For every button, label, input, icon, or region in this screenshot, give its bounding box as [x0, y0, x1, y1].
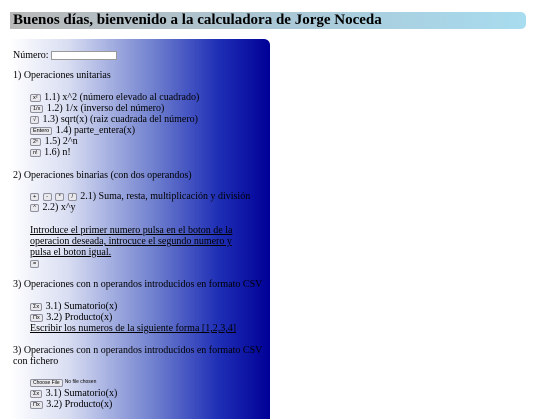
- csv-heading: 3) Operaciones con n operandos introducidos en formato CSV: [13, 279, 263, 290]
- csv-sum-button[interactable]: Σx: [30, 303, 42, 311]
- op-inverse-row: [30, 103, 164, 115]
- divide-button[interactable]: /: [68, 193, 77, 201]
- factorial-button[interactable]: n!: [30, 149, 41, 157]
- square-label: 1.1) x^2 (número elevado al cuadrado): [44, 92, 200, 103]
- power-label: 2.2) x^y: [42, 202, 76, 213]
- sqrt-label: 1.3) sqrt(x) (raiz cuadrada del número): [42, 114, 199, 125]
- fichero-heading-2: con fichero: [13, 356, 59, 367]
- csv-product-button[interactable]: Πx: [30, 314, 43, 322]
- file-status: No file chosen: [64, 379, 97, 385]
- op-square-row: [30, 92, 199, 104]
- basic-ops-label: 2.1) Suma, resta, multiplicación y división: [80, 191, 251, 202]
- file-sum-button[interactable]: Σx: [30, 390, 42, 398]
- choose-file-button[interactable]: Choose File: [30, 379, 63, 387]
- csv-product-row: [30, 312, 112, 324]
- integer-part-button[interactable]: Entero: [30, 127, 52, 135]
- instructions-line-1[interactable]: Introduce el primer numero pulsa en el boton de la: [30, 225, 233, 236]
- pow2-button[interactable]: 2ⁿ: [30, 138, 41, 146]
- instructions-line-2[interactable]: operacion deseada, introcuce el segundo numero y: [30, 236, 232, 247]
- inverse-button[interactable]: 1/x: [30, 105, 43, 113]
- instructions-line-3[interactable]: pulsa el boton igual.: [30, 247, 112, 258]
- power-button[interactable]: ^: [30, 204, 39, 212]
- factorial-label: 1.6) n!: [44, 147, 71, 158]
- sqrt-button[interactable]: √: [30, 116, 39, 124]
- op-factorial-row: [30, 147, 71, 159]
- file-product-button[interactable]: Πx: [30, 401, 43, 409]
- csv-hint[interactable]: Escribir los numeros de la siguiente forma [1,2,3,4]: [30, 323, 237, 334]
- numero-input[interactable]: [51, 51, 117, 60]
- page-title: Buenos días, bienvenido a la calculadora de Jorge Noceda: [13, 12, 382, 28]
- add-button[interactable]: +: [30, 193, 39, 201]
- file-sum-label: 3.1) Sumatorio(x): [45, 388, 118, 399]
- numero-label: Número:: [13, 50, 49, 61]
- page-header: [10, 12, 526, 29]
- fichero-heading-1: 3) Operaciones con n operandos introducidos en formato CSV: [13, 345, 263, 356]
- square-button[interactable]: x²: [30, 94, 41, 102]
- power-row: [30, 202, 76, 214]
- integer-part-label: 1.4) parte_entera(x): [55, 125, 136, 136]
- op-sqrt-row: [30, 114, 198, 126]
- unarias-heading: 1) Operaciones unitarias: [13, 70, 111, 81]
- inverse-label: 1.2) 1/x (inverso del número): [46, 103, 165, 114]
- csv-sum-row: [30, 301, 117, 313]
- basic-ops-row: [30, 191, 250, 203]
- csv-product-label: 3.2) Producto(x): [46, 312, 113, 323]
- op-integer-row: [30, 125, 135, 137]
- binarias-heading: 2) Operaciones binarias (con dos operandos): [13, 170, 192, 181]
- file-sum-row: [30, 388, 117, 400]
- op-pow2-row: [30, 136, 78, 148]
- numero-row: [13, 50, 117, 62]
- calculator-panel: [10, 39, 270, 419]
- file-product-label: 3.2) Producto(x): [46, 399, 113, 410]
- equals-button[interactable]: =: [30, 260, 39, 268]
- multiply-button[interactable]: *: [55, 193, 64, 201]
- pow2-label: 1.5) 2^n: [44, 136, 78, 147]
- subtract-button[interactable]: -: [43, 193, 52, 201]
- equals-row: [30, 258, 40, 270]
- csv-sum-label: 3.1) Sumatorio(x): [45, 301, 118, 312]
- file-row: [30, 377, 96, 389]
